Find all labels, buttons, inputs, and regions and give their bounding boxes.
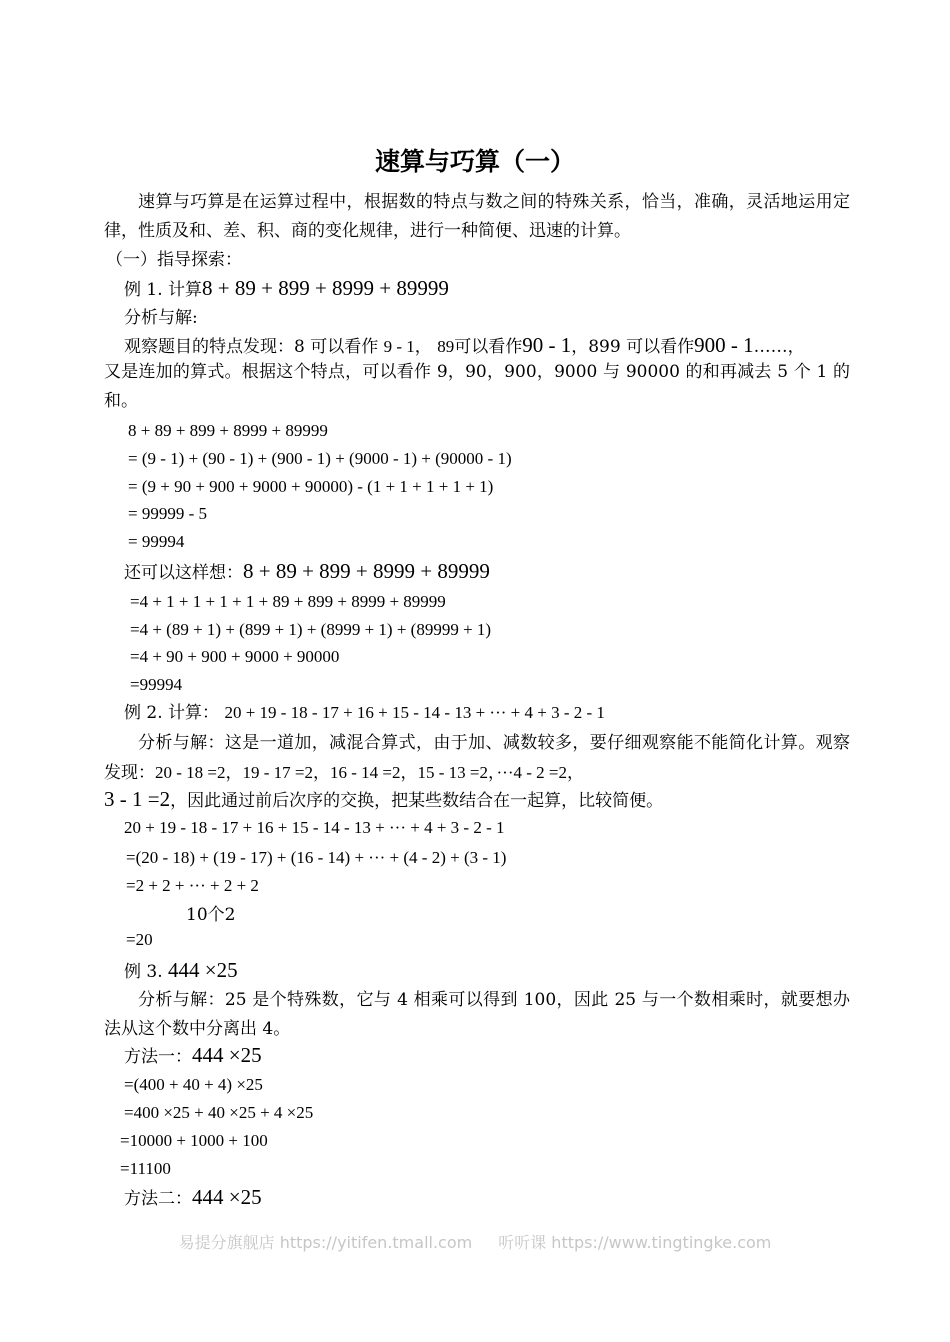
section-heading: （一）指导探索： <box>106 250 242 270</box>
example-3-label: 例 3. <box>124 962 163 982</box>
method-1-expression: 444 ×25 <box>192 1043 262 1067</box>
ex1-alt-step: =4 + 90 + 900 + 9000 + 90000 <box>130 647 340 666</box>
footer-watermark <box>0 1230 950 1253</box>
alt-label: 还可以这样想： <box>124 563 243 583</box>
obs-text-f: ，899 可以看作 <box>571 337 695 357</box>
ex1-alt-step: =4 + (89 + 1) + (899 + 1) + (8999 + 1) + (89999 + 1) <box>130 620 492 639</box>
footer-link-tingtingke[interactable]: 听听课 https://www.tingtingke.com <box>498 1233 772 1252</box>
intro-paragraph: 速算与巧算是在运算过程中，根据数的特点与数之间的特殊关系，恰当，准确，灵活地运用定律，性质及和、差、积、商的变化规律，进行一种简便、迅速的计算。 <box>104 192 850 241</box>
ex2-step: =(20 - 18) + (19 - 17) + (16 - 14) + ··· + (4 - 2) + (3 - 1) <box>126 848 507 867</box>
ex2-analysis-d: ，因此通过前后次序的交换，把某些数结合在一起算，比较简便。 <box>170 791 664 811</box>
ex2-step: 20 + 19 - 18 - 17 + 16 + 15 - 14 - 13 + ··· + 4 + 3 - 2 - 1 <box>124 818 505 837</box>
example-3-expression: 444 ×25 <box>168 958 238 982</box>
ex1-alt-step: =99994 <box>130 675 183 694</box>
ex2-analysis-a: 分析与解：这是一道加，减混合算式，由于加、减数较多，要仔细观察能不能简化计算。观察发现： <box>104 733 850 783</box>
ex1-step: = (9 + 90 + 900 + 9000 + 90000) - (1 + 1 + 1 + 1 + 1) <box>128 477 494 496</box>
obs-math-g: 900 - 1 <box>694 333 754 357</box>
example-2-analysis-cont <box>104 787 663 813</box>
ex1-step: = (9 - 1) + (90 - 1) + (900 - 1) + (9000 - 1) + (90000 - 1) <box>128 449 512 468</box>
example-1-label: 例 1. 计算 <box>124 280 203 300</box>
ex1-step: 8 + 89 + 899 + 8999 + 89999 <box>128 421 328 440</box>
obs-text-a: 观察题目的特点发现：8 可以看作 <box>124 337 379 357</box>
obs-text-h: ……， <box>753 337 805 357</box>
example-1-observation-cont: 又是连加的算式。根据这个特点，可以看作 9，90，900，9000 与 90000 的和再减去 5 个 1 的和。 <box>104 362 850 411</box>
ex3-m1-step: =(400 + 40 + 4) ×25 <box>124 1075 263 1094</box>
example-1-analysis-label: 分析与解: <box>124 308 198 328</box>
ex3-m1-step: =10000 + 1000 + 100 <box>120 1131 268 1150</box>
obs-math-b: 9 - 1， <box>383 337 432 356</box>
ex1-step: = 99999 - 5 <box>128 504 207 523</box>
ex2-analysis-c: 3 - 1 =2 <box>104 787 171 811</box>
method-2-heading <box>124 1185 262 1211</box>
page-title: 速算与巧算（一） <box>374 147 575 176</box>
example-2-label: 例 2. 计算： <box>124 703 220 723</box>
underbrace-label: 10个2 <box>186 905 236 925</box>
method-1-heading <box>124 1043 262 1069</box>
alt-expression: 8 + 89 + 899 + 8999 + 89999 <box>243 559 490 583</box>
method-1-label: 方法一： <box>124 1047 192 1067</box>
example-1-alt-heading <box>124 559 490 585</box>
method-2-label: 方法二： <box>124 1189 192 1209</box>
example-2-heading <box>124 701 605 725</box>
example-3-heading <box>124 958 238 984</box>
example-1-observation <box>124 333 805 359</box>
example-1-heading <box>124 276 449 302</box>
ex3-m1-step: =400 ×25 + 40 ×25 + 4 ×25 <box>124 1103 314 1122</box>
ex1-step: = 99994 <box>128 532 185 551</box>
footer-link-yitifen[interactable]: 易提分旗舰店 https://yitifen.tmall.com <box>178 1233 473 1252</box>
example-3-analysis: 分析与解：25 是个特殊数，它与 4 相乘可以得到 100，因此 25 与一个数相乘时，就要想办法从这个数中分离出 4。 <box>104 990 850 1039</box>
obs-math-e: 90 - 1 <box>522 333 572 357</box>
ex3-m1-step: =11100 <box>120 1159 171 1178</box>
ex1-alt-step: =4 + 1 + 1 + 1 + 1 + 89 + 899 + 8999 + 89999 <box>130 592 446 611</box>
obs-text-d: 可以看作 <box>454 337 523 357</box>
example-1-expression: 8 + 89 + 899 + 8999 + 89999 <box>202 276 449 300</box>
ex2-result: =20 <box>126 930 153 949</box>
example-2-expression: 20 + 19 - 18 - 17 + 16 + 15 - 14 - 13 + ··· + 4 + 3 - 2 - 1 <box>224 703 605 722</box>
ex2-step: =2 + 2 + ··· + 2 + 2 <box>126 876 259 895</box>
ex2-analysis-b: 20 - 18 =2，19 - 17 =2，16 - 14 =2，15 - 13 =2，···4 - 2 =2， <box>155 763 584 782</box>
method-2-expression: 444 ×25 <box>192 1185 262 1209</box>
example-2-analysis <box>104 729 850 788</box>
obs-math-c: 89 <box>437 337 455 356</box>
